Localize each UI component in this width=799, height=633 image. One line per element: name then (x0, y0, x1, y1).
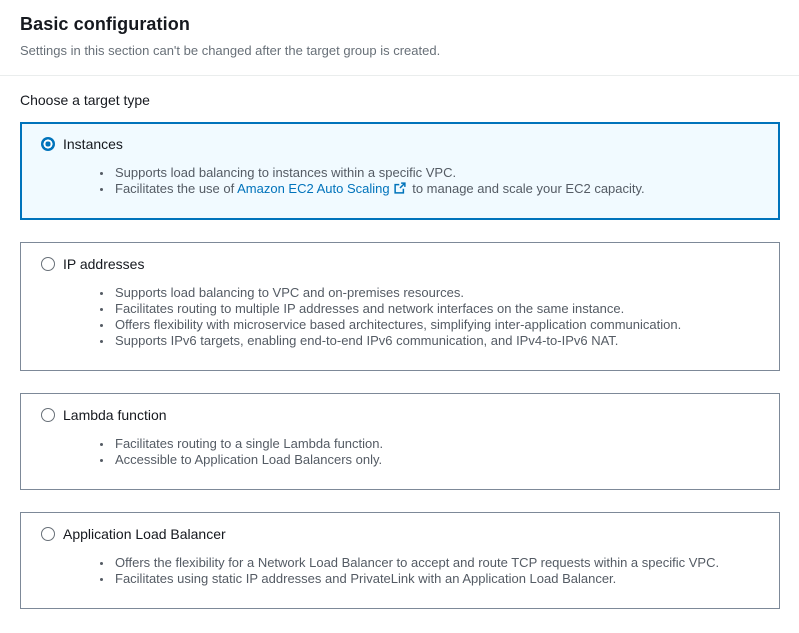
target-type-tile-ip-addresses[interactable] (20, 242, 780, 371)
bullet-item: • Supports load balancing to VPC and on-premises resources. (113, 285, 759, 301)
tile-bullets-ip-addresses (41, 285, 759, 349)
bullet-item: • Supports IPv6 targets, enabling end-to-end IPv6 communication, and IPv4-to-IPv6 NAT. (113, 333, 759, 349)
bullet-item: • Accessible to Application Load Balancers only. (113, 452, 759, 468)
target-type-tile-application-load-balancer[interactable] (20, 512, 780, 609)
tile-bullets-instances (41, 165, 759, 198)
bullet-text-suffix: to manage and scale your EC2 capacity. (408, 181, 645, 196)
bullet-text-prefix: Facilitates the use of (115, 181, 238, 196)
tile-label-application-load-balancer: Application Load Balancer (63, 526, 226, 542)
bullet-item: • Facilitates routing to multiple IP addresses and network interfaces on the same instance. (113, 301, 759, 317)
ec2-auto-scaling-link[interactable]: Amazon EC2 Auto Scaling (237, 181, 390, 196)
tile-label-ip-addresses: IP addresses (63, 256, 145, 272)
tile-head-ip-addresses[interactable] (41, 256, 759, 272)
tile-head-application-load-balancer[interactable] (41, 526, 759, 542)
external-link-icon[interactable] (394, 182, 406, 198)
radio-instances-checked[interactable] (41, 137, 55, 151)
bullet-item: • Facilitates routing to a single Lambda function. (113, 436, 759, 452)
radio-lambda-function[interactable] (41, 408, 55, 422)
radio-ip-addresses[interactable] (41, 257, 55, 271)
tile-head-lambda-function[interactable] (41, 407, 759, 423)
tile-label-instances: Instances (63, 136, 123, 152)
bullet-item (113, 181, 759, 198)
tile-bullets-application-load-balancer (41, 555, 759, 587)
page-title: Basic configuration (20, 14, 190, 34)
radio-application-load-balancer[interactable] (41, 527, 55, 541)
tile-bullets-lambda-function (41, 436, 759, 468)
bullet-item: • Facilitates using static IP addresses and PrivateLink with an Application Load Balancer. (113, 571, 759, 587)
bullet-item: • Supports load balancing to instances within a specific VPC. (113, 165, 759, 181)
tile-label-lambda-function: Lambda function (63, 407, 167, 423)
bullet-item: • Offers the flexibility for a Network Load Balancer to accept and route TCP requests within a specific VPC. (113, 555, 759, 571)
target-type-form (0, 76, 799, 609)
target-type-tile-instances[interactable] (20, 122, 780, 220)
target-type-tile-lambda-function[interactable] (20, 393, 780, 490)
section-description: Settings in this section can't be changed after the target group is created. (20, 43, 441, 58)
target-type-label: Choose a target type (20, 92, 150, 108)
bullet-item: • Offers flexibility with microservice based architectures, simplifying inter-application communication. (113, 317, 759, 333)
tile-head-instances[interactable] (41, 136, 759, 152)
section-header (0, 0, 799, 76)
